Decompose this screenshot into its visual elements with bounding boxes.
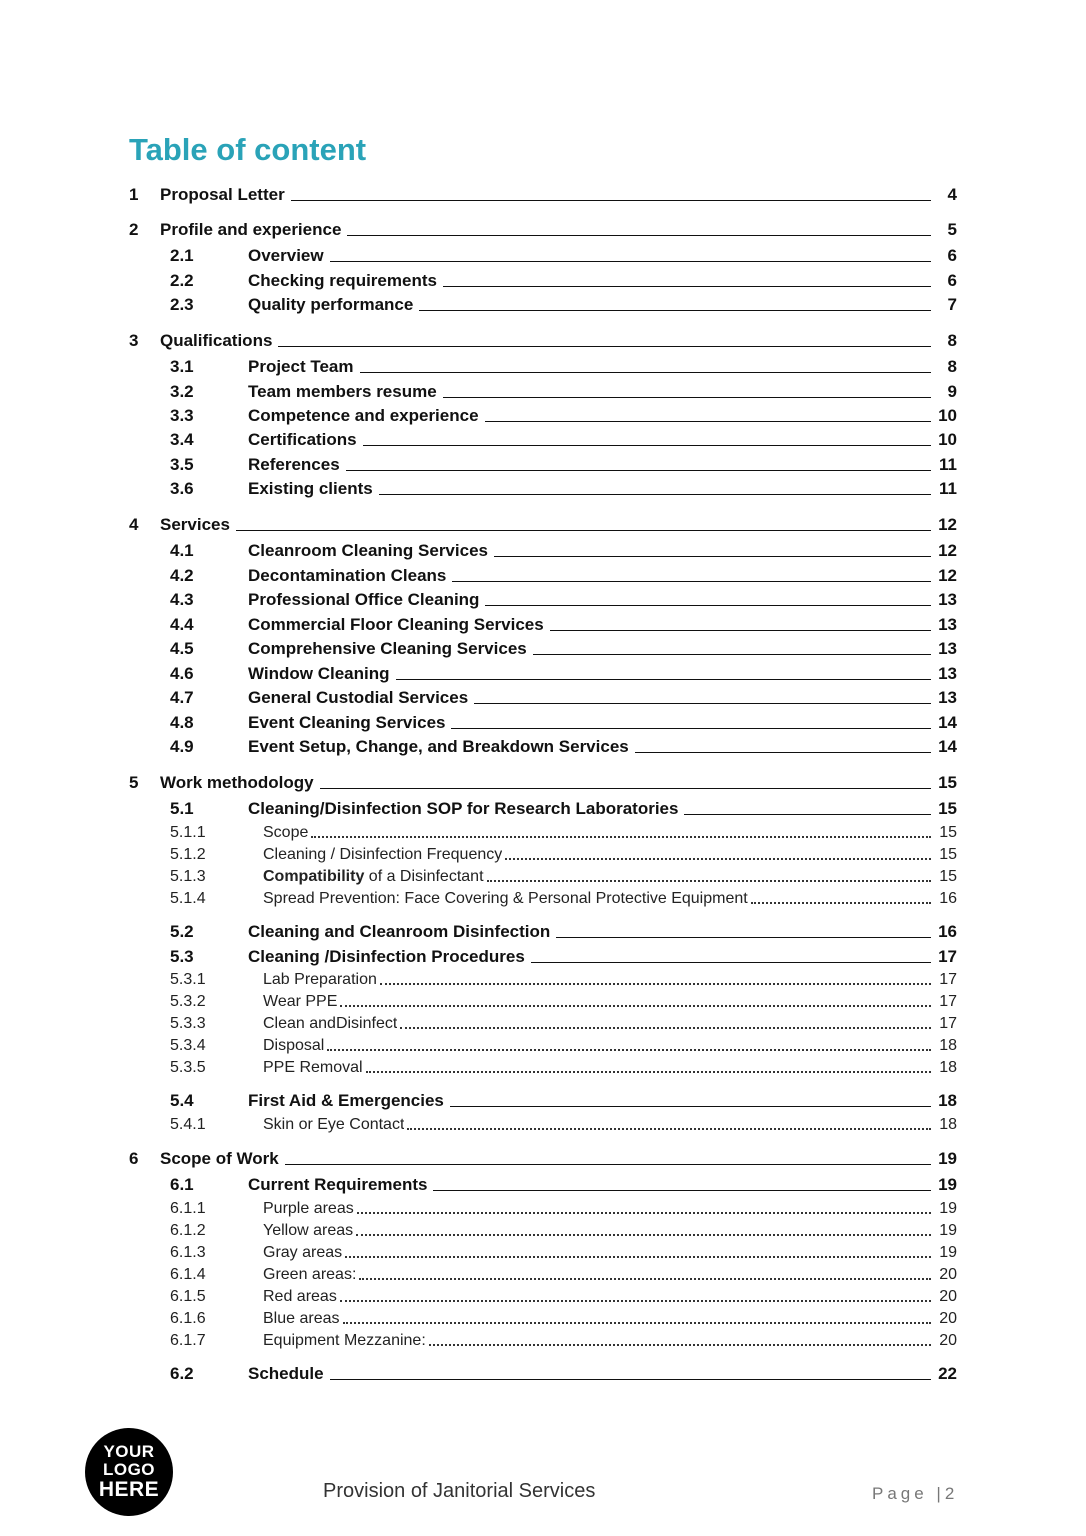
toc-entry-6-1-7[interactable] xyxy=(170,1329,957,1351)
toc-label: Certifications xyxy=(248,430,357,449)
toc-page-number: 9 xyxy=(947,382,957,401)
toc-label: Equipment Mezzanine: xyxy=(263,1332,426,1349)
toc-leader xyxy=(556,937,931,938)
toc-label: Event Cleaning Services xyxy=(248,713,446,732)
toc-label: Scope of Work xyxy=(160,1149,279,1168)
toc-entry-6-2[interactable] xyxy=(170,1362,957,1384)
toc-page-number: 6 xyxy=(947,246,957,265)
toc-number: 3.2 xyxy=(170,382,194,401)
toc-entry-5-4[interactable] xyxy=(170,1089,957,1111)
toc-page-number: 19 xyxy=(938,1175,957,1194)
toc-entry-4-2[interactable] xyxy=(170,564,957,586)
toc-page-number: 20 xyxy=(939,1332,957,1349)
toc-entry-3-3[interactable] xyxy=(170,404,957,426)
toc-label: PPE Removal xyxy=(263,1059,363,1076)
toc-leader xyxy=(751,902,931,904)
toc-number: 5.3.2 xyxy=(170,993,206,1010)
toc-number: 4.8 xyxy=(170,713,194,732)
toc-entry-6-1-2[interactable] xyxy=(170,1219,957,1241)
toc-label: Checking requirements xyxy=(248,271,437,290)
toc-entry-4-7[interactable] xyxy=(170,686,957,708)
toc-number: 5.1.3 xyxy=(170,868,206,885)
toc-leader xyxy=(320,788,931,789)
toc-number: 5.3.4 xyxy=(170,1037,206,1054)
toc-page-number: 12 xyxy=(938,566,957,585)
toc-entry-5-1[interactable] xyxy=(170,797,957,819)
page-title: Table of content xyxy=(129,132,367,167)
toc-entry-6-1-6[interactable] xyxy=(170,1307,957,1329)
toc-number: 5.4.1 xyxy=(170,1116,206,1133)
toc-leader xyxy=(487,880,931,882)
toc-number: 6.2 xyxy=(170,1364,194,1383)
toc-entry-5-4-1[interactable] xyxy=(170,1113,957,1135)
toc-number: 6.1.6 xyxy=(170,1310,206,1327)
toc-page-number: 7 xyxy=(947,295,957,314)
toc-leader xyxy=(400,1027,931,1029)
toc-label: Red areas xyxy=(263,1288,337,1305)
toc-label: Spread Prevention: Face Covering & Personal Protective Equipment xyxy=(263,890,748,907)
logo xyxy=(85,1428,173,1516)
toc-number: 6.1.5 xyxy=(170,1288,206,1305)
toc-page-number: 15 xyxy=(938,773,957,792)
toc-entry-4-1[interactable] xyxy=(170,539,957,561)
toc-page-number: 19 xyxy=(939,1222,957,1239)
toc-leader xyxy=(474,703,931,704)
toc-number: 5.4 xyxy=(170,1091,194,1110)
toc-entry-2-1[interactable] xyxy=(170,244,957,266)
toc-number: 4.4 xyxy=(170,615,194,634)
toc-label: Wear PPE xyxy=(263,993,338,1010)
toc-page-number: 5 xyxy=(947,220,957,239)
toc-entry-5[interactable] xyxy=(129,771,957,793)
toc-label: Services xyxy=(160,515,230,534)
toc-label: Purple areas xyxy=(263,1200,354,1217)
toc-label: Existing clients xyxy=(248,479,373,498)
toc-label: Window Cleaning xyxy=(248,664,390,683)
toc-number: 5.3.5 xyxy=(170,1059,206,1076)
toc-page-number: 8 xyxy=(947,357,957,376)
toc-number: 2.3 xyxy=(170,295,194,314)
toc-page-number: 22 xyxy=(938,1364,957,1383)
toc-page-number: 13 xyxy=(938,688,957,707)
toc-page-number: 11 xyxy=(939,455,957,474)
toc-leader xyxy=(346,470,931,471)
toc-leader xyxy=(443,397,931,398)
toc-entry-3-1[interactable] xyxy=(170,355,957,377)
toc-page-number: 17 xyxy=(938,947,957,966)
toc-leader xyxy=(347,235,931,236)
toc-label: General Custodial Services xyxy=(248,688,469,707)
toc-leader xyxy=(396,679,931,680)
toc-leader xyxy=(360,372,931,373)
toc-number: 6 xyxy=(129,1149,139,1168)
toc-leader xyxy=(429,1344,931,1346)
toc-leader xyxy=(340,1005,931,1007)
toc-number: 3 xyxy=(129,331,139,350)
toc-page-number: 20 xyxy=(939,1310,957,1327)
toc-entry-3-5[interactable] xyxy=(170,453,957,475)
toc-leader xyxy=(330,261,931,262)
toc-number: 2 xyxy=(129,220,139,239)
toc-label: Decontamination Cleans xyxy=(248,566,447,585)
toc-label: Current Requirements xyxy=(248,1175,428,1194)
toc-leader xyxy=(443,286,931,287)
toc-leader xyxy=(359,1278,931,1280)
toc-page-number: 17 xyxy=(939,1015,957,1032)
toc-leader xyxy=(311,836,931,838)
toc-entry-5-3-4[interactable] xyxy=(170,1034,957,1056)
toc-label: Cleanroom Cleaning Services xyxy=(248,541,488,560)
toc-entry-3-4[interactable] xyxy=(170,428,957,450)
toc-number: 6.1.4 xyxy=(170,1266,206,1283)
toc-label: Work methodology xyxy=(160,773,314,792)
toc-label: Cleaning /Disinfection Procedures xyxy=(248,947,525,966)
toc-entry-3-2[interactable] xyxy=(170,380,957,402)
footer-document-title: Provision of Janitorial Services xyxy=(323,1480,596,1502)
toc-entry-5-3[interactable] xyxy=(170,945,957,967)
toc-entry-5-1-3[interactable] xyxy=(170,865,957,887)
logo-line-1: YOUR xyxy=(103,1442,155,1461)
toc-label: Cleaning and Cleanroom Disinfection xyxy=(248,922,551,941)
toc-leader xyxy=(357,1212,931,1214)
toc-entry-5-3-5[interactable] xyxy=(170,1056,957,1078)
toc-page-number: 14 xyxy=(938,737,957,756)
toc-leader xyxy=(684,814,931,815)
toc-number: 5.2 xyxy=(170,922,194,941)
toc-leader xyxy=(379,494,931,495)
toc-label: Competence and experience xyxy=(248,406,479,425)
toc-entry-6-1[interactable] xyxy=(170,1173,957,1195)
toc-number: 5.3.1 xyxy=(170,971,206,988)
toc-entry-2-2[interactable] xyxy=(170,269,957,291)
logo-line-2: LOGO xyxy=(102,1460,156,1479)
toc-leader xyxy=(343,1322,932,1324)
toc-page-number: 11 xyxy=(939,479,957,498)
toc-number: 6.1.2 xyxy=(170,1222,206,1239)
toc-number: 6.1.3 xyxy=(170,1244,206,1261)
toc-page-number: 13 xyxy=(938,664,957,683)
toc-leader xyxy=(494,556,931,557)
toc-leader xyxy=(433,1190,931,1191)
toc-page-number: 16 xyxy=(939,890,957,907)
toc-number: 4.6 xyxy=(170,664,194,683)
toc-page-number: 12 xyxy=(938,541,957,560)
toc-entry-4[interactable] xyxy=(129,513,957,535)
toc-page-number: 13 xyxy=(938,590,957,609)
toc-number: 4.3 xyxy=(170,590,194,609)
toc-number: 4.7 xyxy=(170,688,194,707)
toc-label: Lab Preparation xyxy=(263,971,377,988)
toc-leader xyxy=(340,1300,931,1302)
toc-page-number: 16 xyxy=(938,922,957,941)
toc-number: 1 xyxy=(129,185,139,204)
toc-label: Scope xyxy=(263,824,309,841)
toc-label: Overview xyxy=(248,246,324,265)
toc-number: 4.2 xyxy=(170,566,194,585)
toc-leader xyxy=(505,858,931,860)
toc-entry-2-3[interactable] xyxy=(170,293,957,315)
toc-number: 4.1 xyxy=(170,541,194,560)
toc-number: 5.1.4 xyxy=(170,890,206,907)
toc-page-number: 19 xyxy=(938,1149,957,1168)
toc-number: 6.1.7 xyxy=(170,1332,206,1349)
toc-entry-4-6[interactable] xyxy=(170,662,957,684)
toc-page-number: 15 xyxy=(938,799,957,818)
toc-entry-3-6[interactable] xyxy=(170,477,957,499)
toc-leader xyxy=(345,1256,931,1258)
toc-label-emphasis: Compatibility xyxy=(263,868,365,885)
toc-entry-4-4[interactable] xyxy=(170,613,957,635)
toc-label: Clean andDisinfect xyxy=(263,1015,398,1032)
toc-leader xyxy=(366,1071,931,1073)
toc-number: 3.1 xyxy=(170,357,194,376)
toc-entry-5-1-4[interactable] xyxy=(170,887,957,909)
toc-label: Disposal xyxy=(263,1037,325,1054)
toc-page-number: 15 xyxy=(939,824,957,841)
toc-number: 3.3 xyxy=(170,406,194,425)
toc-page-number: 10 xyxy=(938,430,957,449)
toc-page-number: 13 xyxy=(938,615,957,634)
toc-label: First Aid & Emergencies xyxy=(248,1091,444,1110)
toc-label: Quality performance xyxy=(248,295,414,314)
toc-leader xyxy=(485,605,931,606)
toc-label: Commercial Floor Cleaning Services xyxy=(248,615,544,634)
toc-label: Skin or Eye Contact xyxy=(263,1116,405,1133)
toc-leader xyxy=(451,728,931,729)
toc-number: 3.6 xyxy=(170,479,194,498)
toc-page-number: 19 xyxy=(939,1200,957,1217)
toc-number: 5.1 xyxy=(170,799,194,818)
footer-page-number: Page |2 xyxy=(872,1484,959,1503)
toc-entry-6-1-1[interactable] xyxy=(170,1197,957,1219)
toc-leader xyxy=(550,630,931,631)
toc-label: Comprehensive Cleaning Services xyxy=(248,639,527,658)
logo-line-3: HERE xyxy=(98,1478,160,1501)
toc-label: Yellow areas xyxy=(263,1222,354,1239)
toc-leader xyxy=(419,310,931,311)
toc-page-number: 18 xyxy=(938,1091,957,1110)
toc-label: Green areas: xyxy=(263,1266,357,1283)
toc-number: 2.2 xyxy=(170,271,194,290)
toc-number: 5 xyxy=(129,773,139,792)
toc-leader xyxy=(485,421,931,422)
toc-page-number: 4 xyxy=(947,185,957,204)
toc-page-number: 8 xyxy=(947,331,957,350)
toc-entry-5-3-1[interactable] xyxy=(170,968,957,990)
toc-entry-6-1-5[interactable] xyxy=(170,1285,957,1307)
toc-leader xyxy=(327,1049,931,1051)
toc-page-number: 17 xyxy=(939,971,957,988)
toc-page-number: 18 xyxy=(939,1116,957,1133)
toc-entry-6-1-4[interactable] xyxy=(170,1263,957,1285)
toc-number: 2.1 xyxy=(170,246,194,265)
toc-leader xyxy=(635,752,931,753)
toc-leader xyxy=(278,346,931,347)
toc-leader xyxy=(450,1106,931,1107)
toc-page-number: 14 xyxy=(938,713,957,732)
toc-entry-2[interactable] xyxy=(129,218,957,240)
toc-page-number: 6 xyxy=(947,271,957,290)
toc-number: 6.1.1 xyxy=(170,1200,206,1217)
toc-label: References xyxy=(248,455,340,474)
toc-label: Qualifications xyxy=(160,331,273,350)
toc-label: Cleaning / Disinfection Frequency xyxy=(263,846,503,863)
toc-entry-5-2[interactable] xyxy=(170,920,957,942)
toc-page-number: 12 xyxy=(938,515,957,534)
toc-label: Team members resume xyxy=(248,382,437,401)
toc-entry-4-8[interactable] xyxy=(170,711,957,733)
toc-number: 4.9 xyxy=(170,737,194,756)
toc-leader xyxy=(407,1128,931,1130)
toc-page-number: 15 xyxy=(939,846,957,863)
toc-page-number: 18 xyxy=(939,1059,957,1076)
toc-label: Project Team xyxy=(248,357,354,376)
toc-entry-6-1-3[interactable] xyxy=(170,1241,957,1263)
toc-entry-4-9[interactable] xyxy=(170,735,957,757)
toc-entry-6[interactable] xyxy=(129,1147,957,1169)
toc-leader xyxy=(330,1379,931,1380)
toc-entry-5-3-3[interactable] xyxy=(170,1012,957,1034)
toc-label xyxy=(263,867,484,887)
toc-page-number: 15 xyxy=(939,868,957,885)
toc-label: Gray areas xyxy=(263,1244,343,1261)
toc-leader xyxy=(531,962,931,963)
toc-page-number: 13 xyxy=(938,639,957,658)
toc-number: 5.3 xyxy=(170,947,194,966)
toc-page-number: 20 xyxy=(939,1288,957,1305)
toc-entry-4-5[interactable] xyxy=(170,637,957,659)
toc-page-number: 17 xyxy=(939,993,957,1010)
toc-leader xyxy=(363,445,931,446)
toc-label: Schedule xyxy=(248,1364,324,1383)
toc-number: 3.5 xyxy=(170,455,194,474)
toc-leader xyxy=(380,983,931,985)
toc-number: 4.5 xyxy=(170,639,194,658)
toc-entry-5-1-1[interactable] xyxy=(170,821,957,843)
toc-number: 5.1.2 xyxy=(170,846,206,863)
toc-entry-3[interactable] xyxy=(129,329,957,351)
toc-label: Event Setup, Change, and Breakdown Services xyxy=(248,737,629,756)
toc-entry-4-3[interactable] xyxy=(170,588,957,610)
toc-page-number: 20 xyxy=(939,1266,957,1283)
toc-number: 5.1.1 xyxy=(170,824,206,841)
toc-page-number: 18 xyxy=(939,1037,957,1054)
toc-entry-1[interactable] xyxy=(129,183,957,205)
toc-label: Proposal Letter xyxy=(160,185,285,204)
toc-page-number: 10 xyxy=(938,406,957,425)
toc-entry-5-1-2[interactable] xyxy=(170,843,957,865)
toc-label: Professional Office Cleaning xyxy=(248,590,480,609)
toc-entry-5-3-2[interactable] xyxy=(170,990,957,1012)
toc-label-rest: of a Disinfectant xyxy=(364,868,484,885)
toc-label: Blue areas xyxy=(263,1310,340,1327)
toc-number: 6.1 xyxy=(170,1175,194,1194)
toc-number: 3.4 xyxy=(170,430,194,449)
toc-leader xyxy=(236,530,931,531)
toc-leader xyxy=(533,654,931,655)
toc-leader xyxy=(356,1234,931,1236)
toc-page-number: 19 xyxy=(939,1244,957,1261)
toc-number: 5.3.3 xyxy=(170,1015,206,1032)
toc-leader xyxy=(285,1164,931,1165)
toc-label: Cleaning/Disinfection SOP for Research Laboratories xyxy=(248,799,679,818)
toc-leader xyxy=(291,200,931,201)
toc-leader xyxy=(452,581,931,582)
toc-label: Profile and experience xyxy=(160,220,342,239)
toc-number: 4 xyxy=(129,515,139,534)
